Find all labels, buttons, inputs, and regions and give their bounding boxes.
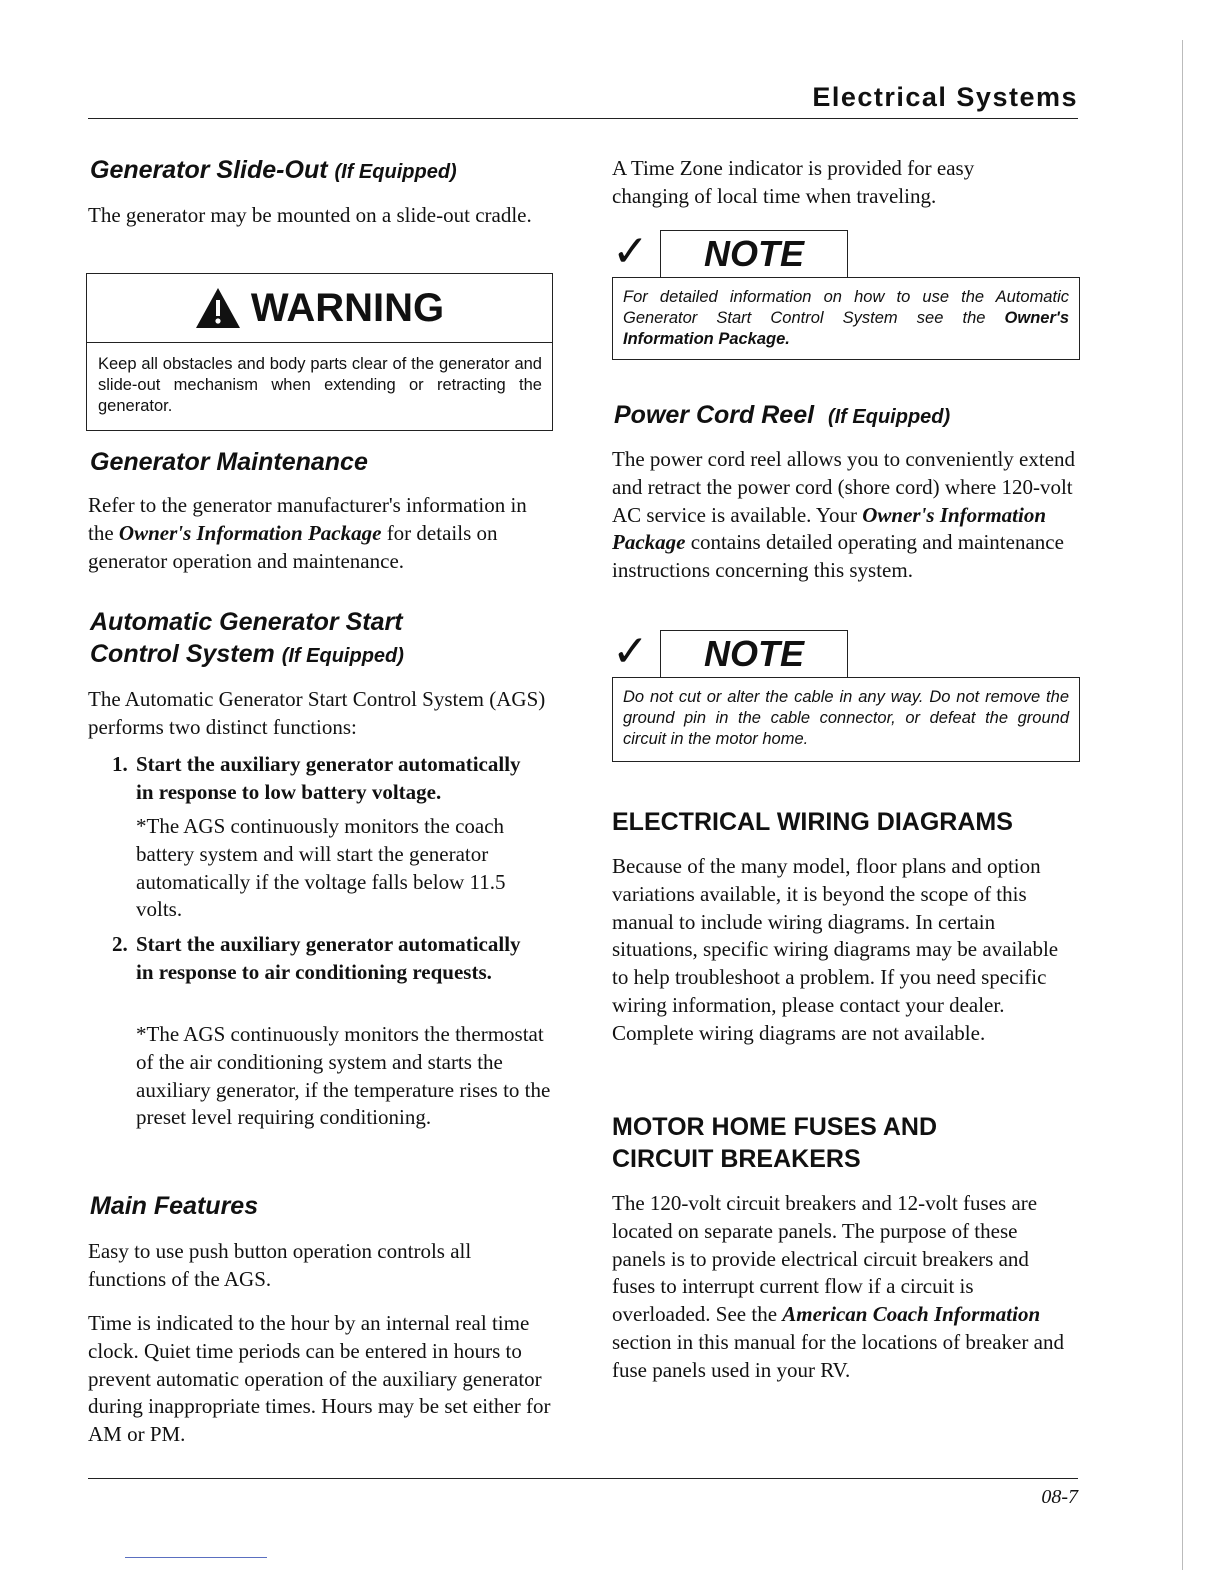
note-2-title-box: NOTE [660, 630, 848, 678]
checkmark-icon: ✓ [612, 226, 649, 277]
heading-main-features: Main Features [90, 1192, 259, 1220]
heading-generator-maintenance: Generator Maintenance [90, 448, 368, 476]
warning-body: Keep all obstacles and body parts clear of the generator and slide-out mechanism when extending or retracting the generator. [98, 355, 542, 415]
ags-item-2-num: 2. [112, 932, 128, 956]
header-rule [88, 118, 1078, 119]
footer-rule [88, 1478, 1078, 1479]
scan-artifact-line [125, 1557, 267, 1558]
heading-generator-slideout: Generator Slide-Out (If Equipped) [90, 156, 457, 184]
ags-item-2-head: Start the auxiliary generator automatically in response to air conditioning requests. [136, 932, 521, 984]
ags-item-1-head: Start the auxiliary generator automatically in response to low battery voltage. [136, 752, 521, 804]
note-1-body: For detailed information on how to use the Automatic Generator Start Control System see the Owner's Information Package. [612, 277, 1080, 360]
ags-item-2-body: *The AGS continuously monitors the thermostat of the air conditioning system and starts the auxiliary generator, if the temperature rises to the preset level requiring conditioning. [136, 1022, 551, 1130]
features-p2: Time is indicated to the hour by an internal real time clock. Quiet time periods can be entered in hours to prevent automatic operation of the auxiliary generator during inappropriate times. Hours may be set either for AM or PM. [88, 1311, 551, 1447]
timezone-text: A Time Zone indicator is provided for easy changing of local time when traveling. [612, 156, 975, 208]
fuses-body: The 120-volt circuit breakers and 12-volt fuses are located on separate panels. The purpose of these panels is to provide electrical circuit breakers and fuses to interrupt current flow if a circuit is overloaded. See the American Coach Information section in this manual for the locations of breaker and fuse panels used in your RV. [612, 1191, 1064, 1382]
features-p1: Easy to use push button operation controls all functions of the AGS. [88, 1239, 472, 1291]
ags-intro: The Automatic Generator Start Control System (AGS) performs two distinct functions: [88, 687, 546, 739]
heading-wiring-diagrams: ELECTRICAL WIRING DIAGRAMS [612, 808, 1013, 836]
checkmark-icon: ✓ [612, 626, 649, 677]
warning-title: WARNING [250, 285, 445, 330]
warning-box [86, 273, 553, 431]
note-2-body: Do not cut or alter the cable in any way. Do not remove the ground pin in the cable connector, or defeat the ground circuit in the motor home. [612, 677, 1080, 762]
page-number: 08-7 [1041, 1486, 1078, 1508]
wiring-body: Because of the many model, floor plans and option variations available, it is beyond the scope of this manual to include wiring diagrams. In certain situations, specific wiring diagrams may be available to help troubleshoot a problem. If you need specific wiring information, please contact your dealer. Complete wiring diagrams are not available. [612, 854, 1059, 1045]
slideout-body: The generator may be mounted on a slide-out cradle. [88, 203, 532, 227]
note-1-title-box: NOTE [660, 230, 848, 278]
heading-fuses-breakers: MOTOR HOME FUSES AND CIRCUIT BREAKERS [612, 1113, 938, 1173]
page-header-title: Electrical Systems [812, 82, 1078, 112]
cord-body: The power cord reel allows you to conveniently extend and retract the power cord (shore cord) where 120-volt AC service is available. Your Owner's Information Package contains detailed operating and maintenance instructions concerning this system. [612, 447, 1076, 583]
heading-ags: Automatic Generator Start Control System (If Equipped) [90, 608, 404, 668]
page-edge-line [1182, 40, 1183, 1570]
maintenance-body: Refer to the generator manufacturer's information in the Owner's Information Package for details on generator operation and maintenance. [88, 493, 527, 573]
heading-power-cord-reel: Power Cord Reel (If Equipped) [614, 401, 951, 429]
ags-item-1-num: 1. [112, 752, 128, 776]
ags-item-1-body: *The AGS continuously monitors the coach battery system and will start the generator automatically if the voltage falls below 11.5 volts. [136, 814, 506, 922]
warning-triangle-icon [195, 287, 241, 329]
